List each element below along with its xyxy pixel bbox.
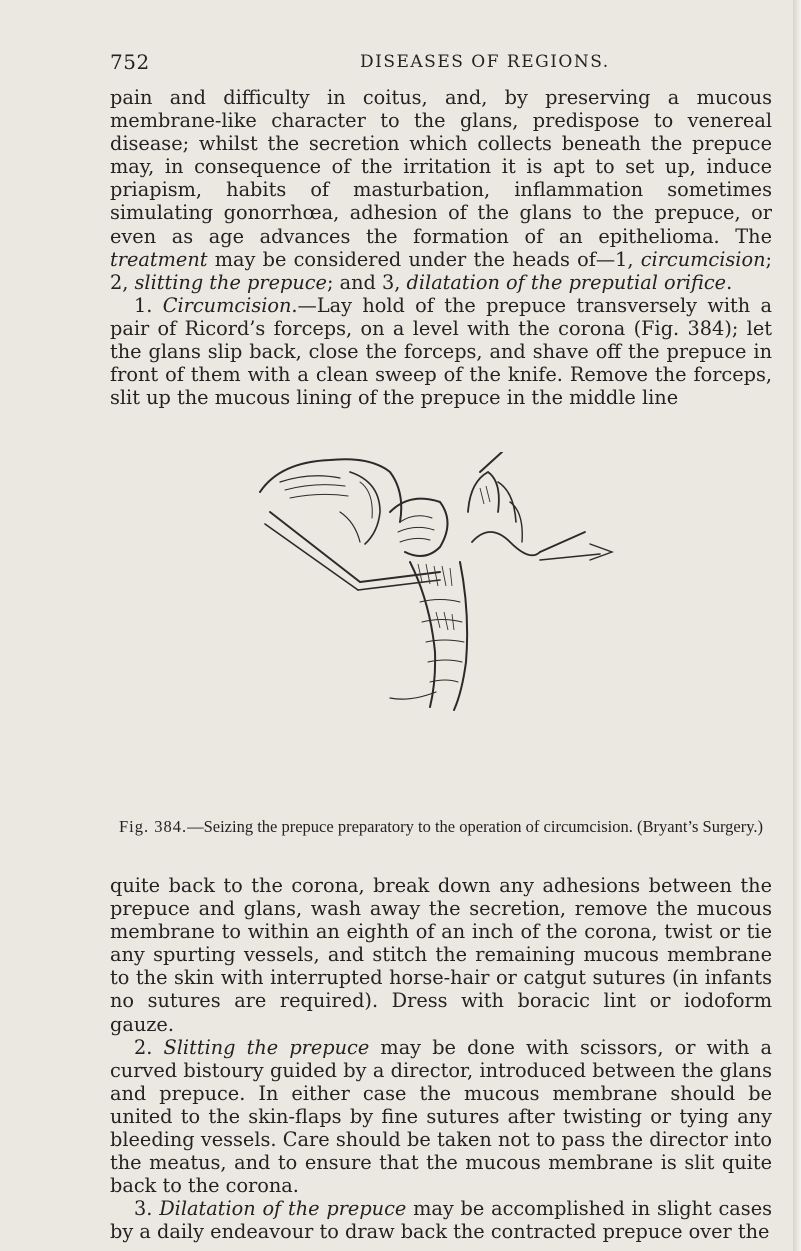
running-title: DISEASES OF REGIONS. [360, 52, 610, 72]
page-edge [793, 0, 801, 1251]
paragraph-circumcision-continued: quite back to the corona, break down any adhesions between the prepuce and glans, wash away the secretion, remove the mucous membrane to within an eighth of an inch of the corona, twist or tie any spurting vessels, and stitch the remaining mucous membrane to the skin with interrupted horse-hair or catgut sutures (in infants no sutures are required). Dress with boracic lint or iodoform gauze. [110, 874, 772, 1036]
page-number: 752 [110, 50, 150, 74]
text-block-top [110, 86, 772, 409]
text-block-bottom [110, 874, 772, 1244]
figure-caption-text: —Seizing the prepuce preparatory to the operation of circumcision. (Bryant’s Surgery.) [187, 817, 764, 836]
figure-caption [110, 817, 772, 837]
figure-illustration [240, 452, 640, 714]
paragraph-dilatation: 3. Dilatation of the prepuce may be accomplished in slight cases by a daily endeavour to draw back the contracted prepuce over the [110, 1197, 772, 1244]
paragraph-circumcision: 1. Circumcision.—Lay hold of the prepuce transversely with a pair of Ricord’s forceps, on a level with the corona (Fig. 384); let the glans slip back, close the forceps, and shave off the prepuce in front of them with a clean sweep of the knife. Remove the forceps, slit up the mucous lining of the prepuce in the middle line [110, 293, 772, 410]
page-header [110, 50, 770, 78]
paragraph-slitting: 2. Slitting the prepuce may be done with scissors, or with a curved bistoury guided by a director, introduced between the glans and prepuce. In either case the mucous membrane should be united to the skin-flaps by fine sutures after twisting or tying any bleeding vessels. Care should be taken not to pass the director into the meatus, and to ensure that the mucous membrane is slit quite back to the corona. [110, 1035, 772, 1198]
paragraph-phimosis-consequences: pain and difficulty in coitus, and, by preserving a mucous membrane-like character to the glans, predispose to venereal disease; whilst the secretion which collects beneath the prepuce may, in consequence of the irritation it is apt to set up, induce priapism, habits of masturbation, inflammation sometimes simulating gonorrhœa, adhesion of the glans to the prepuce, or even as age advances the formation of an epithelioma. The treatment may be considered under the heads of—1, circumcision; 2, slitting the prepuce; and 3, dilatation of the preputial orifice. [110, 86, 772, 294]
figure-label: Fig. 384. [118, 817, 188, 836]
